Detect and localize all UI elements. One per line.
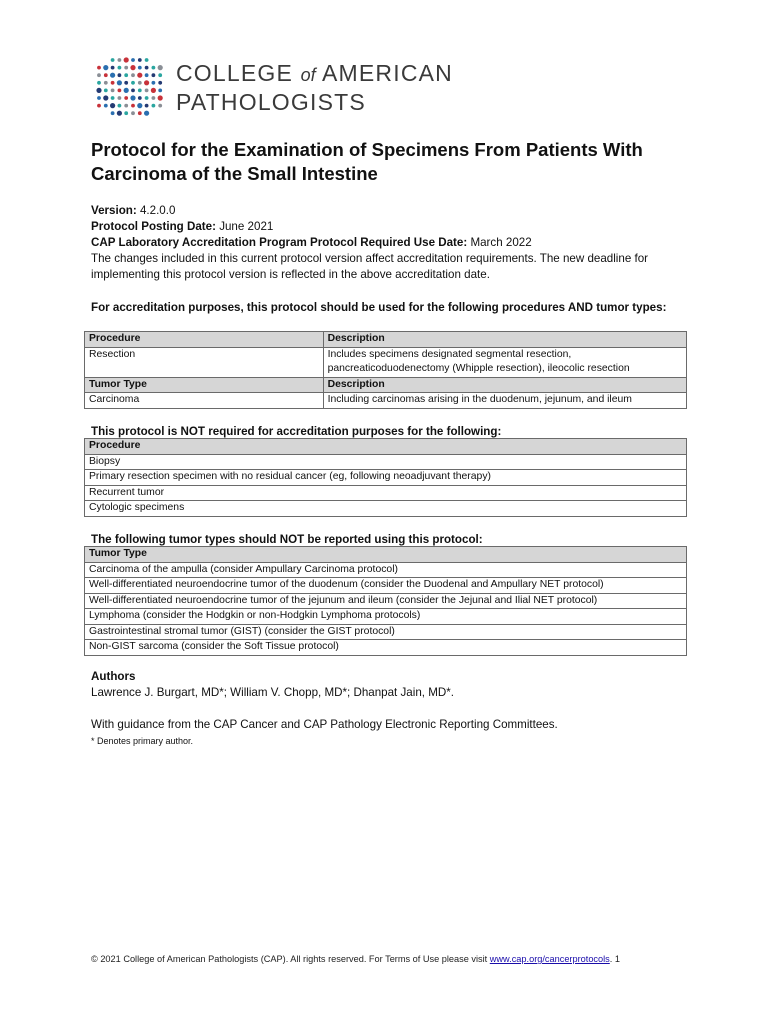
logo-dot bbox=[138, 58, 142, 62]
primary-author-footnote: * Denotes primary author. bbox=[91, 736, 194, 746]
table-row bbox=[85, 439, 687, 455]
list-item: Well-differentiated neuroendocrine tumor of the jejunum and ileum (consider the Jejunal and Ilial NET protocol) bbox=[85, 593, 687, 609]
logo-dot bbox=[152, 104, 156, 108]
tumor-description-cell: Including carcinomas arising in the duodenum, jejunum, and ileum bbox=[323, 393, 686, 409]
logo-dot bbox=[130, 65, 135, 70]
logo-dot bbox=[104, 89, 108, 93]
logo-dot bbox=[152, 66, 156, 70]
logo-dot bbox=[144, 111, 149, 116]
logo-dot bbox=[110, 103, 115, 108]
list-item: Cytologic specimens bbox=[85, 501, 687, 517]
authors-block bbox=[91, 669, 691, 701]
logo-dot bbox=[145, 104, 149, 108]
table-row bbox=[85, 347, 687, 377]
table-row bbox=[85, 640, 687, 656]
logo-dot bbox=[97, 73, 101, 77]
required-use-date-value: March 2022 bbox=[467, 236, 532, 249]
logo-dot bbox=[145, 96, 149, 100]
logo-dot bbox=[124, 104, 128, 108]
logo-dot bbox=[124, 111, 128, 115]
logo-dot bbox=[158, 104, 162, 108]
list-item: Lymphoma (consider the Hodgkin or non-Hodgkin Lymphoma protocols) bbox=[85, 609, 687, 625]
table-row bbox=[85, 609, 687, 625]
logo-dot bbox=[131, 104, 135, 108]
logo-dot bbox=[97, 66, 101, 70]
logo-dot bbox=[104, 73, 108, 77]
logo-dot bbox=[131, 58, 135, 62]
logo-dot bbox=[158, 95, 163, 100]
logo-dot bbox=[152, 73, 156, 77]
page-footer bbox=[91, 953, 691, 965]
procedures-table bbox=[84, 331, 687, 409]
excluded-tumor-types-table bbox=[84, 546, 687, 656]
logo-dot bbox=[124, 66, 128, 70]
logo-dot bbox=[138, 96, 142, 100]
logo-dot bbox=[138, 66, 142, 70]
logo-dot bbox=[152, 81, 156, 85]
table-row bbox=[85, 470, 687, 486]
logo-dot bbox=[158, 81, 162, 85]
logo-dot bbox=[152, 96, 156, 100]
logo-dot bbox=[118, 73, 122, 77]
version-label: Version: bbox=[91, 204, 137, 217]
logo-dot bbox=[124, 57, 129, 62]
table-row bbox=[85, 593, 687, 609]
section1-title: For accreditation purposes, this protocol should be used for the following procedures AND tumor types: bbox=[91, 301, 667, 314]
procedure-description-cell: Includes specimens designated segmental resection, pancreaticoduodenectomy (Whipple resection), ileocolic resection bbox=[323, 347, 686, 377]
authors-heading: Authors bbox=[91, 670, 136, 683]
description-header: Description bbox=[323, 332, 686, 348]
copyright-text: © 2021 College of American Pathologists (CAP). All rights reserved. For Terms of Use please visit bbox=[91, 954, 490, 964]
procedure-header: Procedure bbox=[85, 332, 324, 348]
list-item: Biopsy bbox=[85, 454, 687, 470]
logo-dot bbox=[158, 65, 163, 70]
logo-dot bbox=[130, 95, 135, 100]
logo-dot bbox=[103, 95, 108, 100]
list-item: Well-differentiated neuroendocrine tumor of the duodenum (consider the Duodenal and Ampullary NET protocol) bbox=[85, 578, 687, 594]
logo-dot bbox=[110, 73, 115, 78]
logo-dot bbox=[158, 89, 162, 93]
logo-dot bbox=[104, 104, 108, 108]
logo-dot bbox=[118, 66, 122, 70]
guidance-text: With guidance from the CAP Cancer and CAP Pathology Electronic Reporting Committees. bbox=[91, 718, 558, 731]
logo-dot bbox=[97, 96, 101, 100]
list-item: Carcinoma of the ampulla (consider Ampullary Carcinoma protocol) bbox=[85, 562, 687, 578]
required-use-date-label: CAP Laboratory Accreditation Program Protocol Required Use Date: bbox=[91, 236, 468, 249]
logo-dot bbox=[111, 89, 115, 93]
logo-dot bbox=[111, 66, 115, 70]
tumor-type-header: Tumor Type bbox=[85, 377, 324, 393]
table-row bbox=[85, 562, 687, 578]
logo-dot bbox=[124, 88, 129, 93]
table-row bbox=[85, 377, 687, 393]
table-row bbox=[85, 501, 687, 517]
logo-dot bbox=[131, 89, 135, 93]
logo-dot bbox=[96, 88, 101, 93]
list-item: Recurrent tumor bbox=[85, 485, 687, 501]
page-title: Protocol for the Examination of Specimens From Patients With Carcinoma of the Small Intestine bbox=[91, 139, 643, 184]
logo-dot bbox=[131, 111, 135, 115]
logo-dot bbox=[138, 89, 142, 93]
not-required-table bbox=[84, 438, 687, 517]
logo-dot bbox=[145, 66, 149, 70]
posting-date-label: Protocol Posting Date: bbox=[91, 220, 216, 233]
logo-dot bbox=[137, 73, 142, 78]
logo-dot bbox=[138, 81, 142, 85]
logo-dot bbox=[124, 73, 128, 77]
table-row bbox=[85, 393, 687, 409]
version-value: 4.2.0.0 bbox=[136, 204, 176, 217]
logo-dot bbox=[158, 73, 162, 77]
protocol-meta bbox=[91, 203, 691, 283]
logo-dot bbox=[118, 104, 122, 108]
tumor-type-cell: Carcinoma bbox=[85, 393, 324, 409]
list-item: Primary resection specimen with no residual cancer (eg, following neoadjuvant therapy) bbox=[85, 470, 687, 486]
logo-line1-a: COLLEGE bbox=[176, 60, 301, 86]
table-row bbox=[85, 454, 687, 470]
authors-names: Lawrence J. Burgart, MD*; William V. Chopp, MD*; Dhanpat Jain, MD*. bbox=[91, 686, 454, 699]
logo-dot bbox=[117, 111, 122, 116]
logo-dot bbox=[151, 88, 156, 93]
table-row bbox=[85, 485, 687, 501]
logo-dot bbox=[111, 111, 115, 115]
logo-dot bbox=[118, 96, 122, 100]
section2-title: This protocol is NOT required for accreditation purposes for the following: bbox=[91, 425, 502, 438]
logo-dot bbox=[104, 81, 108, 85]
logo-dot bbox=[145, 89, 149, 93]
logo-dot bbox=[124, 81, 128, 85]
list-item: Non-GIST sarcoma (consider the Soft Tissue protocol) bbox=[85, 640, 687, 656]
logo-dot bbox=[144, 80, 149, 85]
logo-dot bbox=[137, 103, 142, 108]
cancer-protocols-link[interactable]: www.cap.org/cancerprotocols bbox=[489, 954, 610, 964]
procedure-cell: Resection bbox=[85, 347, 324, 377]
logo-dot bbox=[131, 73, 135, 77]
logo-line1-b: AMERICAN bbox=[315, 60, 453, 86]
logo-dot bbox=[138, 111, 142, 115]
table-row bbox=[85, 547, 687, 563]
list-item: Gastrointestinal stromal tumor (GIST) (consider the GIST protocol) bbox=[85, 624, 687, 640]
table-row bbox=[85, 624, 687, 640]
logo-dot bbox=[118, 89, 122, 93]
posting-date-value: June 2021 bbox=[215, 220, 274, 233]
logo-dot bbox=[124, 96, 128, 100]
logo-dot bbox=[97, 81, 101, 85]
logo-dot bbox=[117, 80, 122, 85]
page-number: . 1 bbox=[609, 954, 620, 964]
logo-dot bbox=[111, 96, 115, 100]
version-note: The changes included in this current protocol version affect accreditation requirements. The new deadline for implementing this protocol version is reflected in the above accreditation date. bbox=[91, 252, 649, 281]
logo-dot bbox=[97, 104, 101, 108]
cap-logo bbox=[95, 56, 475, 118]
logo-wordmark bbox=[176, 60, 453, 116]
tumor-type-header: Tumor Type bbox=[85, 547, 687, 563]
logo-dot bbox=[145, 73, 149, 77]
logo-dot bbox=[118, 58, 122, 62]
logo-dot bbox=[145, 58, 149, 62]
logo-line1-of: of bbox=[300, 65, 316, 85]
logo-dot bbox=[111, 58, 115, 62]
logo-dot bbox=[103, 65, 108, 70]
procedure-header: Procedure bbox=[85, 439, 687, 455]
logo-line2: PATHOLOGISTS bbox=[176, 89, 366, 115]
logo-dot bbox=[111, 81, 115, 85]
section3-title: The following tumor types should NOT be reported using this protocol: bbox=[91, 533, 483, 546]
table-row bbox=[85, 578, 687, 594]
cap-dots-logo-icon bbox=[95, 56, 165, 118]
description-header-2: Description bbox=[323, 377, 686, 393]
logo-dot bbox=[131, 81, 135, 85]
table-row bbox=[85, 332, 687, 348]
